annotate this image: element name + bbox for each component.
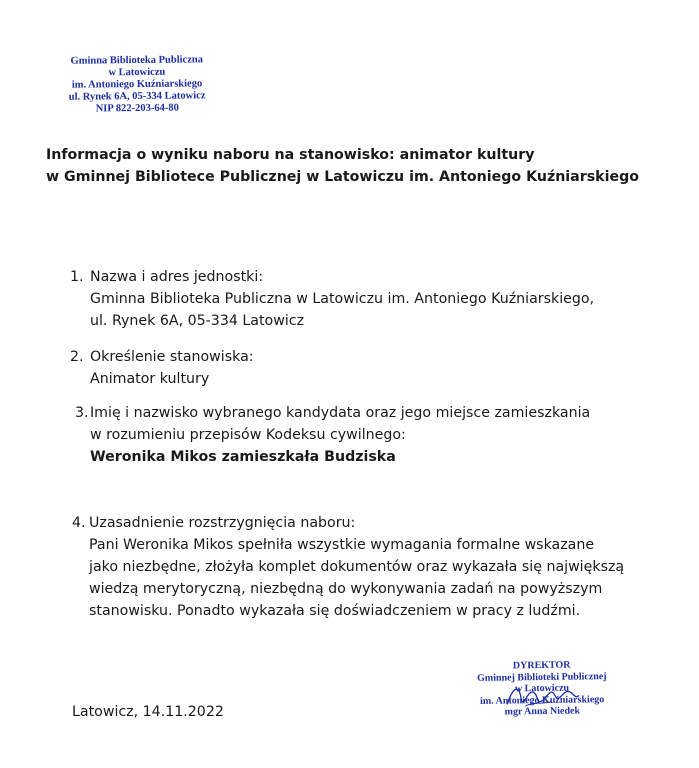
document-title [46, 144, 639, 188]
stamp-line: DYREKTOR [512, 659, 571, 672]
item-line: Animator kultury [90, 371, 210, 387]
stamp-line: w Latowiczu [108, 66, 166, 79]
item-number: 3. [75, 405, 89, 421]
stamp-line: mgr Anna Niedek [504, 705, 581, 718]
item-line: w rozumieniu przepisów Kodeksu cywilnego: [90, 427, 406, 443]
item-line: Gminna Biblioteka Publiczna w Latowiczu im. Antoniego Kuźniarskiego, [90, 291, 595, 307]
director-stamp [467, 659, 618, 719]
place-date: Latowicz, 14.11.2022 [72, 704, 224, 720]
stamp-line: NIP 822-203-64-80 [95, 102, 179, 115]
stamp-line: Gminna Biblioteka Publiczna [70, 54, 204, 67]
stamp-line: ul. Rynek 6A, 05-334 Latowicz [68, 90, 206, 103]
item-number: 4. [72, 515, 86, 531]
library-stamp [42, 54, 233, 116]
item-number: 2. [70, 349, 84, 365]
item-line: Pani Weronika Mikos spełniła wszystkie wymagania formalne wskazane [89, 537, 595, 553]
stamp-line: im. Antoniego Kuźniarskiego [71, 78, 203, 91]
item-label: Imię i nazwisko wybranego kandydata oraz jego miejsce zamieszkania [90, 405, 591, 421]
item-label: Uzasadnienie rozstrzygnięcia naboru: [89, 515, 356, 531]
item-label: Określenie stanowiska: [90, 349, 254, 365]
item-line: stanowisku. Ponadto wykazała się doświadczeniem w pracy z ludźmi. [89, 603, 581, 619]
title-line-2: w Gminnej Bibliotece Publicznej w Latowiczu im. Antoniego Kuźniarskiego [46, 169, 639, 185]
stamp-line: Gminnej Biblioteki Publicznej [477, 670, 607, 684]
signature-icon [503, 679, 581, 714]
selected-candidate: Weronika Mikos zamieszkała Budziska [90, 449, 396, 465]
item-label: Nazwa i adres jednostki: [90, 269, 264, 285]
item-line: jako niezbędne, złożyła komplet dokumentów oraz wykazała się największą [89, 559, 625, 575]
item-line: wiedzą merytoryczną, niezbędną do wykonywania zadań na powyższym [89, 581, 603, 597]
stamp-line: im. Antoniego Kuźniarskiego [479, 693, 605, 707]
item-line: ul. Rynek 6A, 05-334 Latowicz [90, 313, 305, 329]
item-number: 1. [70, 269, 84, 285]
title-line-1: Informacja o wyniku naboru na stanowisko: animator kultury [46, 147, 535, 163]
stamp-line: w Latowiczu [514, 682, 570, 695]
